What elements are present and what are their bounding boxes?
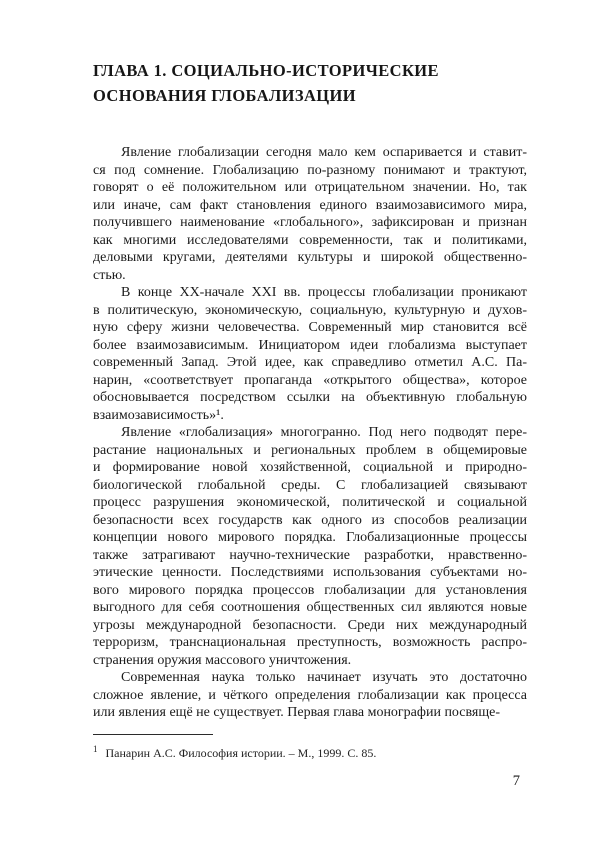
text-line: В конце XX-начале XXI вв. процессы глобализации проникают (121, 285, 527, 300)
text-line: биологической глобальной среды. С глобализацией связывают (93, 477, 527, 493)
chapter-title (93, 58, 527, 108)
text-line: или иначе, сам факт становления единого взаимозависимого мира, (93, 197, 527, 213)
footnote (93, 741, 527, 761)
text-line: выгодного для себя соотношения общественных сил являются новые (93, 600, 527, 615)
text-line: терроризм, транснациональная преступность, возможность распро- (93, 635, 527, 650)
text-line: ную сферу жизни человечества. Современный мир становится всё (93, 320, 527, 335)
text-line: говорят о её положительном или отрицательном значении. Но, так (93, 180, 527, 195)
text-line: сложное явление, и чёткого определения глобализации как процесса (93, 687, 527, 703)
paragraph (93, 144, 527, 284)
text-line: также затрагивают научно-технические разработки, нравственно- (93, 547, 527, 563)
text-line: угрозы международной безопасности. Среди них международный (93, 617, 527, 633)
text-line: безопасности всех государств как одного из способов реализации (93, 512, 527, 528)
text-line: более взаимозависимым. Инициатором идеи глобализма выступает (93, 337, 527, 353)
text-line: странения оружия массового уничтожения. (93, 652, 352, 668)
text-line: современный Запад. Этой идее, как справедливо отметил А.С. Па- (93, 355, 527, 370)
footnote-divider (93, 734, 213, 735)
text-line: Явление глобализации сегодня мало кем оспаривается и ставит- (121, 145, 527, 160)
text-line: и формирование новой хозяйственной, социальной и природно- (93, 460, 527, 475)
body-text (93, 144, 527, 722)
paragraph (93, 284, 527, 424)
text-line: Современная наука только начинает изучать это достаточно (121, 670, 527, 685)
text-line: процесс разрушения экономической, политической и социальной (93, 495, 527, 510)
text-line: получившего наименование «глобального», зафиксирован и признан (93, 215, 527, 230)
footnote-text: Панарин А.С. Философия истории. – М., 1999. С. 85. (105, 745, 377, 760)
text-line: стью. (93, 267, 126, 283)
text-line: нарин, «соответствует пропаганда «открытого общества», которое (93, 372, 527, 388)
text-line: вого мирового порядка процессов глобализации для установления (93, 582, 527, 598)
paragraph (93, 424, 527, 669)
text-line: Явление «глобализация» многогранно. Под него подводят пере- (121, 425, 527, 440)
page-number: 7 (512, 772, 520, 789)
chapter-title-line-1: ГЛАВА 1. СОЦИАЛЬНО-ИСТОРИЧЕСКИЕ (93, 61, 439, 80)
footnote-marker: 1 (93, 743, 98, 754)
text-line: взаимозависимость»¹. (93, 407, 224, 423)
text-line: как многими исследователями современности, так и политиками, (93, 232, 527, 248)
text-line: или явления ещё не существует. Первая глава монографии посвяще- (93, 705, 501, 720)
text-line: обосновывается посредством ссылки на объективную глобальную (93, 390, 527, 405)
text-line: концепции нового мирового порядка. Глобализационные процессы (93, 530, 527, 545)
text-line: ся под сомнение. Глобализацию по-разному понимают и трактуют, (93, 162, 527, 178)
text-line: деловыми кругами, деятелями культуры и широкой общественно- (93, 250, 527, 265)
paragraph (93, 669, 527, 722)
text-line: в политическую, экономическую, социальную, культурную и духов- (93, 302, 527, 318)
text-line: растание национальных и региональных проблем в общемировые (93, 442, 527, 458)
chapter-title-line-2: ОСНОВАНИЯ ГЛОБАЛИЗАЦИИ (93, 86, 357, 105)
text-line: этические ценности. Последствиями использования субъектами но- (93, 565, 527, 580)
